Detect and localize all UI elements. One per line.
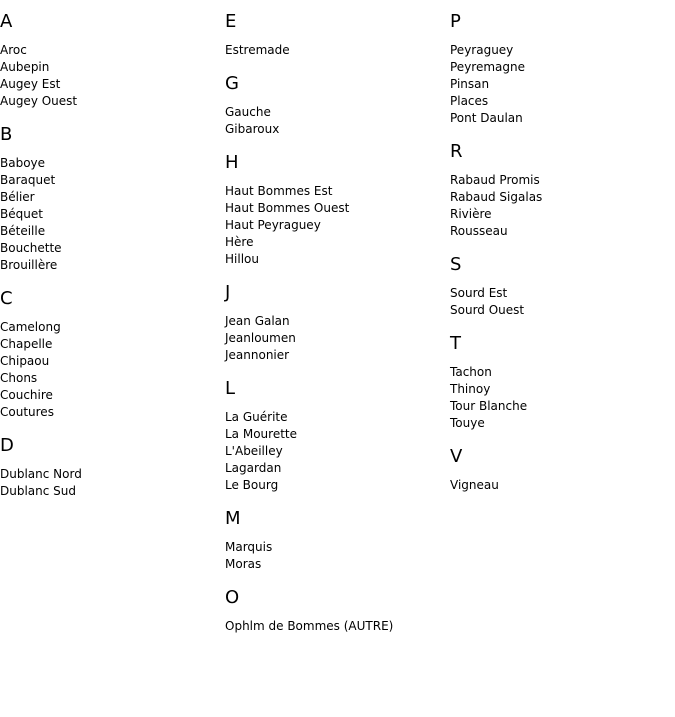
entry-list xyxy=(0,319,220,421)
letter-heading: M xyxy=(225,508,241,529)
place-link[interactable]: Sourd Ouest xyxy=(450,303,525,317)
letter-group xyxy=(450,12,670,127)
place-link[interactable]: Pont Daulan xyxy=(450,111,523,125)
place-link[interactable]: Augey Ouest xyxy=(0,94,78,108)
place-link[interactable]: Touye xyxy=(450,416,485,430)
place-link[interactable]: Béquet xyxy=(0,207,43,221)
letter-group xyxy=(225,379,445,494)
entry-list xyxy=(225,104,445,138)
place-link[interactable]: Tachon xyxy=(450,365,492,379)
place-link[interactable]: Dublanc Sud xyxy=(0,484,77,498)
place-link[interactable]: Haut Bommes Ouest xyxy=(225,201,350,215)
entry-list xyxy=(225,618,445,635)
letter-heading: E xyxy=(225,11,237,32)
letter-group xyxy=(0,289,220,421)
entry-list xyxy=(0,42,220,110)
letter-group xyxy=(0,12,220,110)
place-link[interactable]: Sourd Est xyxy=(450,286,508,300)
entry-list xyxy=(225,539,445,573)
place-link[interactable]: Rabaud Promis xyxy=(450,173,540,187)
entry-list xyxy=(450,172,670,240)
letter-heading: O xyxy=(225,587,240,608)
place-link[interactable]: Hère xyxy=(225,235,254,249)
entry-list xyxy=(225,183,445,268)
letter-group xyxy=(450,142,670,240)
index-column-1 xyxy=(0,12,220,515)
place-link[interactable]: Haut Peyraguey xyxy=(225,218,321,232)
entry-list xyxy=(225,313,445,364)
letter-group xyxy=(225,153,445,268)
place-link[interactable]: Moras xyxy=(225,557,262,571)
entry-list xyxy=(450,364,670,432)
letter-group xyxy=(225,588,445,635)
letter-group xyxy=(225,74,445,138)
entry-list xyxy=(450,42,670,127)
letter-heading: B xyxy=(0,124,13,145)
place-link[interactable]: Rivière xyxy=(450,207,492,221)
letter-heading: V xyxy=(450,446,463,467)
letter-heading: L xyxy=(225,378,236,399)
index-column-2 xyxy=(225,12,445,650)
place-link[interactable]: Augey Est xyxy=(0,77,61,91)
letter-group xyxy=(225,283,445,364)
place-link[interactable]: Chapelle xyxy=(0,337,53,351)
letter-heading: G xyxy=(225,73,239,94)
letter-group xyxy=(0,436,220,500)
place-link[interactable]: Ophlm de Bommes (AUTRE) xyxy=(225,619,394,633)
place-link[interactable]: Chipaou xyxy=(0,354,50,368)
letter-group xyxy=(450,255,670,319)
place-link[interactable]: Aubepin xyxy=(0,60,50,74)
letter-heading: J xyxy=(225,282,231,303)
place-link[interactable]: Camelong xyxy=(0,320,61,334)
letter-heading: P xyxy=(450,11,461,32)
entry-list xyxy=(450,285,670,319)
entry-list xyxy=(225,42,445,59)
letter-heading: C xyxy=(0,288,13,309)
entry-list xyxy=(0,155,220,274)
place-link[interactable]: Vigneau xyxy=(450,478,499,492)
place-link[interactable]: Baraquet xyxy=(0,173,56,187)
place-link[interactable]: Tour Blanche xyxy=(450,399,528,413)
place-link[interactable]: Thinoy xyxy=(450,382,491,396)
place-link[interactable]: Marquis xyxy=(225,540,273,554)
place-link[interactable]: Estremade xyxy=(225,43,290,57)
place-link[interactable]: Lagardan xyxy=(225,461,282,475)
place-link[interactable]: Jean Galan xyxy=(225,314,290,328)
letter-heading: S xyxy=(450,254,462,275)
place-link[interactable]: Haut Bommes Est xyxy=(225,184,333,198)
place-link[interactable]: Pinsan xyxy=(450,77,490,91)
place-link[interactable]: Rousseau xyxy=(450,224,508,238)
place-link[interactable]: Jeannonier xyxy=(225,348,290,362)
place-link[interactable]: Peyremagne xyxy=(450,60,525,74)
place-link[interactable]: Le Bourg xyxy=(225,478,279,492)
place-link[interactable]: Coutures xyxy=(0,405,54,419)
place-link[interactable]: Chons xyxy=(0,371,38,385)
letter-heading: A xyxy=(0,11,13,32)
place-link[interactable]: La Guérite xyxy=(225,410,288,424)
place-link[interactable]: Brouillère xyxy=(0,258,58,272)
place-link[interactable]: Jeanloumen xyxy=(225,331,296,345)
place-link[interactable]: La Mourette xyxy=(225,427,297,441)
place-link[interactable]: Couchire xyxy=(0,388,53,402)
place-link[interactable]: Bouchette xyxy=(0,241,62,255)
entry-list xyxy=(225,409,445,494)
index-column-3 xyxy=(450,12,670,509)
place-link[interactable]: Places xyxy=(450,94,489,108)
place-link[interactable]: Gibaroux xyxy=(225,122,280,136)
letter-heading: D xyxy=(0,435,14,456)
letter-heading: T xyxy=(450,333,461,354)
place-link[interactable]: Aroc xyxy=(0,43,27,57)
letter-group xyxy=(450,334,670,432)
letter-group xyxy=(0,125,220,274)
place-link[interactable]: Gauche xyxy=(225,105,271,119)
letter-group xyxy=(225,12,445,59)
place-link[interactable]: Dublanc Nord xyxy=(0,467,82,481)
letter-group xyxy=(225,509,445,573)
place-link[interactable]: Bélier xyxy=(0,190,35,204)
entry-list xyxy=(450,477,670,494)
place-link[interactable]: Béteille xyxy=(0,224,46,238)
place-link[interactable]: Peyraguey xyxy=(450,43,514,57)
place-link[interactable]: Baboye xyxy=(0,156,46,170)
place-link[interactable]: L'Abeilley xyxy=(225,444,283,458)
place-link[interactable]: Rabaud Sigalas xyxy=(450,190,543,204)
letter-group xyxy=(450,447,670,494)
entry-list xyxy=(0,466,220,500)
letter-heading: H xyxy=(225,152,239,173)
letter-heading: R xyxy=(450,141,463,162)
place-link[interactable]: Hillou xyxy=(225,252,259,266)
